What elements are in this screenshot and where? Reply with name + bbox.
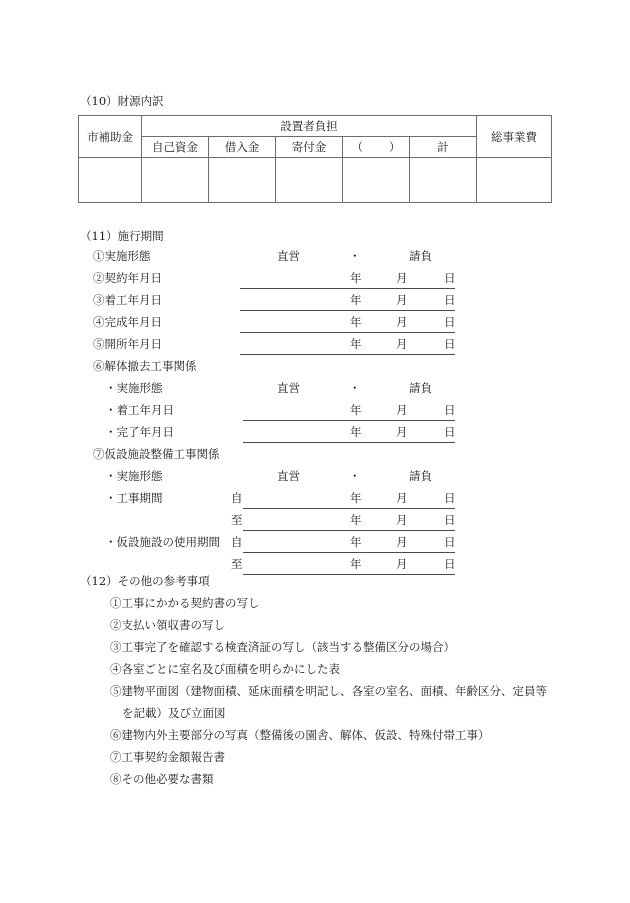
choice-contracted[interactable]: 請負 — [409, 469, 432, 483]
label-demolition-start-date: ・着工年月日 — [105, 403, 174, 417]
unit-year: 年 — [350, 315, 362, 329]
unit-year: 年 — [350, 535, 362, 549]
header-total-project-cost: 総事業費 — [477, 116, 552, 158]
label-temporary-implementation-form: ・実施形態 — [105, 469, 163, 483]
cell-borrowings-value[interactable] — [209, 158, 276, 203]
unit-day: 日 — [444, 557, 456, 571]
unit-month: 月 — [396, 403, 408, 417]
unit-month: 月 — [396, 337, 408, 351]
unit-year: 年 — [350, 337, 362, 351]
unit-day: 日 — [444, 513, 456, 527]
unit-year: 年 — [350, 425, 362, 439]
choice-direct-management[interactable]: 直営 — [277, 381, 300, 395]
list-item-contract-copy: ①工事にかかる契約書の写し — [110, 596, 260, 610]
input-construction-period-to[interactable] — [243, 515, 455, 531]
input-construction-period-from[interactable] — [243, 493, 455, 509]
list-item-building-photos: ⑥建物内外主要部分の写真（整備後の園舎、解体、仮設、特殊付帯工事） — [110, 728, 490, 742]
unit-day: 日 — [444, 403, 456, 417]
label-opening-date: ⑤開所年月日 — [93, 337, 162, 351]
unit-year: 年 — [350, 513, 362, 527]
header-installer-burden-group: 設置者負担 — [142, 116, 477, 137]
input-opening-date[interactable] — [240, 339, 455, 355]
list-item-inspection-certificate-copy: ③工事完了を確認する検査済証の写し（該当する整備区分の場合） — [110, 640, 455, 654]
list-item-other-documents: ⑧その他必要な書類 — [110, 772, 214, 786]
section-10-heading: （10）財源内訳 — [80, 94, 164, 108]
cell-total-project-cost-value[interactable] — [477, 158, 552, 203]
label-demolition-works-group: ⑥解体撤去工事関係 — [93, 359, 197, 373]
list-item-floor-plan-continuation: を記載）及び立面図 — [122, 706, 226, 720]
label-period-from: 自 — [231, 535, 243, 549]
list-item-contract-amount-report: ⑦工事契約金額報告書 — [110, 750, 225, 764]
unit-month: 月 — [396, 491, 408, 505]
choice-contracted[interactable]: 請負 — [409, 249, 432, 263]
header-donations: 寄付金 — [276, 137, 343, 158]
input-demolition-completion-date[interactable] — [243, 427, 455, 443]
choice-direct-management[interactable]: 直営 — [277, 249, 300, 263]
list-item-floor-plan: ⑤建物平面図（建物面積、延床面積を明記し、各室の室名、面積、年齢区分、定員等 — [110, 684, 547, 698]
unit-day: 日 — [444, 535, 456, 549]
paren-open: （ — [351, 140, 363, 154]
unit-year: 年 — [350, 491, 362, 505]
label-demolition-implementation-form: ・実施形態 — [105, 381, 163, 395]
label-temporary-usage-period: ・仮設施設の使用期間 — [105, 535, 220, 549]
unit-year: 年 — [350, 293, 362, 307]
unit-month: 月 — [396, 293, 408, 307]
cell-blank-parenthesis-value[interactable] — [343, 158, 410, 203]
unit-day: 日 — [444, 315, 456, 329]
table-row — [79, 116, 552, 137]
unit-year: 年 — [350, 271, 362, 285]
input-completion-date[interactable] — [240, 317, 455, 333]
unit-month: 月 — [396, 557, 408, 571]
list-item-room-area-table: ④各室ごとに室名及び面積を明らかにした表 — [110, 662, 340, 676]
paren-close: ） — [389, 140, 401, 154]
unit-month: 月 — [396, 425, 408, 439]
unit-year: 年 — [350, 557, 362, 571]
section-11-heading: （11）施行期間 — [80, 229, 164, 243]
header-blank-parenthesis — [343, 137, 410, 158]
choice-contracted[interactable]: 請負 — [409, 381, 432, 395]
choice-separator-dot: ・ — [349, 469, 361, 483]
label-contract-date: ②契約年月日 — [93, 271, 162, 285]
unit-day: 日 — [444, 425, 456, 439]
label-implementation-form: ①実施形態 — [93, 249, 151, 263]
unit-day: 日 — [444, 491, 456, 505]
input-temporary-usage-period-from[interactable] — [243, 537, 455, 553]
input-contract-date[interactable] — [240, 273, 455, 289]
cell-city-subsidy-value[interactable] — [79, 158, 142, 203]
label-completion-date: ④完成年月日 — [93, 315, 162, 329]
label-demolition-completion-date: ・完了年月日 — [105, 425, 174, 439]
cell-donations-value[interactable] — [276, 158, 343, 203]
unit-day: 日 — [444, 337, 456, 351]
header-borrowings: 借入金 — [209, 137, 276, 158]
header-city-subsidy: 市補助金 — [79, 116, 142, 158]
label-period-to: 至 — [231, 557, 243, 571]
unit-month: 月 — [396, 315, 408, 329]
choice-separator-dot: ・ — [349, 249, 361, 263]
unit-day: 日 — [444, 293, 456, 307]
label-construction-period: ・工事期間 — [105, 491, 163, 505]
unit-day: 日 — [444, 271, 456, 285]
unit-year: 年 — [350, 403, 362, 417]
cell-own-funds-value[interactable] — [142, 158, 209, 203]
label-period-to: 至 — [231, 513, 243, 527]
unit-month: 月 — [396, 513, 408, 527]
section-12-heading: （12）その他の参考事項 — [80, 574, 210, 588]
choice-direct-management[interactable]: 直営 — [277, 469, 300, 483]
unit-month: 月 — [396, 535, 408, 549]
header-subtotal: 計 — [410, 137, 477, 158]
unit-month: 月 — [396, 271, 408, 285]
input-construction-start-date[interactable] — [240, 295, 455, 311]
input-temporary-usage-period-to[interactable] — [243, 559, 455, 575]
cell-subtotal-value[interactable] — [410, 158, 477, 203]
table-row — [79, 158, 552, 203]
financial-source-table — [78, 115, 552, 203]
label-temporary-facility-works-group: ⑦仮設施設整備工事関係 — [93, 447, 220, 461]
list-item-receipt-copy: ②支払い領収書の写し — [110, 618, 225, 632]
label-period-from: 自 — [231, 491, 243, 505]
header-own-funds: 自己資金 — [142, 137, 209, 158]
choice-separator-dot: ・ — [349, 381, 361, 395]
label-construction-start-date: ③着工年月日 — [93, 293, 162, 307]
input-demolition-start-date[interactable] — [243, 405, 455, 421]
